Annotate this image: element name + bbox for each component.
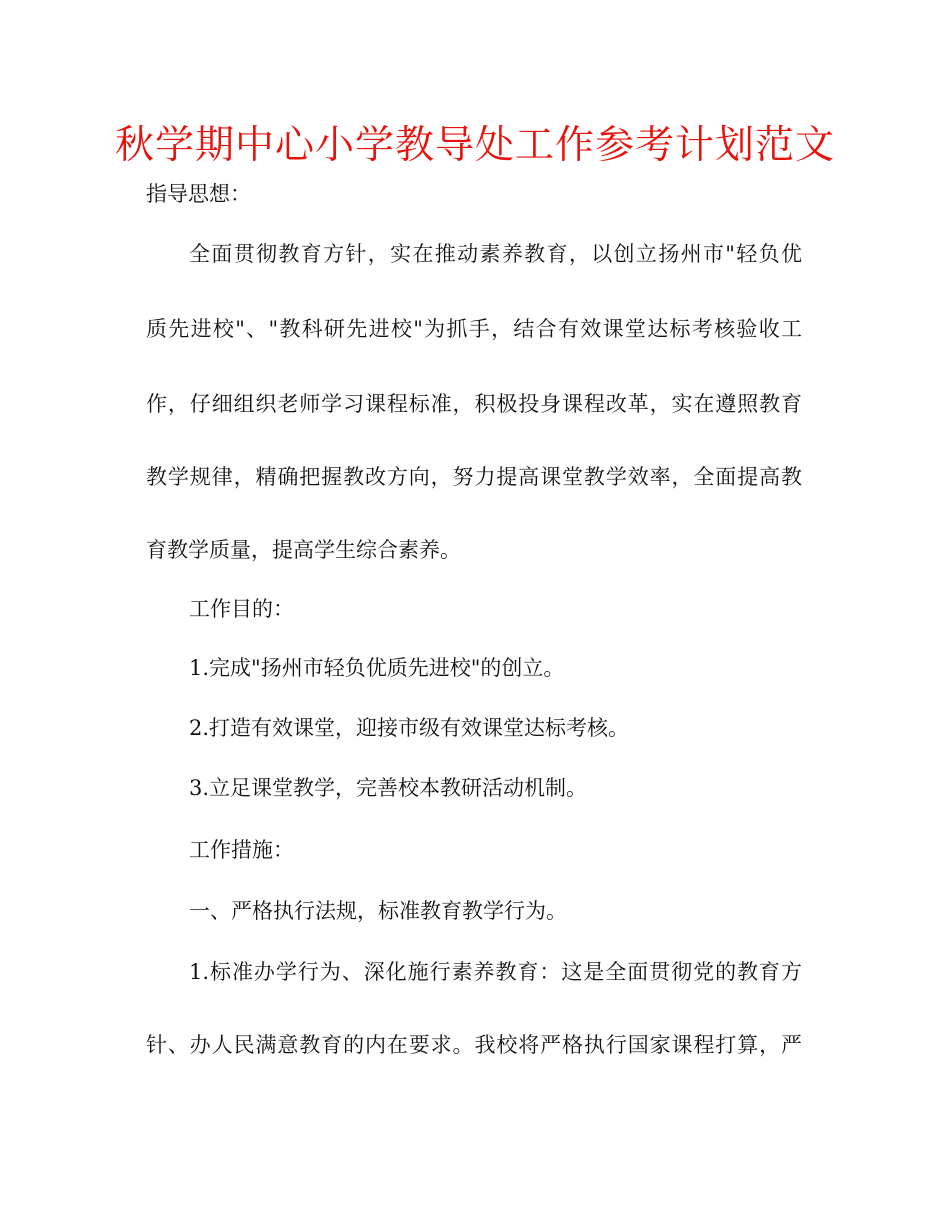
paragraph-line: 1.标准办学行为、深化施行素养教育：这是全面贯彻党的教育方: [189, 960, 802, 984]
list-item: 2.打造有效课堂，迎接市级有效课堂达标考核。: [189, 716, 630, 740]
paragraph-line: 针、办人民满意教育的内在要求。我校将严格执行国家课程打算，严: [146, 1033, 802, 1057]
list-item: 3.立足课堂教学，完善校本教研活动机制。: [189, 776, 588, 800]
section-heading-work-goals: 工作目的：: [189, 597, 294, 621]
paragraph-line: 作，仔细组织老师学习课程标准，积极投身课程改革，实在遵照教育: [146, 392, 802, 416]
list-item: 1.完成"扬州市轻负优质先进校"的创立。: [189, 656, 565, 680]
paragraph-line: 全面贯彻教育方针，实在推动素养教育，以创立扬州市"轻负优: [189, 242, 802, 266]
subsection-heading: 一、严格执行法规，标准教育教学行为。: [189, 899, 567, 923]
section-heading-guiding-thought: 指导思想：: [146, 182, 251, 206]
section-heading-work-measures: 工作措施：: [189, 838, 294, 862]
paragraph-line: 质先进校"、"教科研先进校"为抓手，结合有效课堂达标考核验收工: [146, 317, 802, 341]
paragraph-line: 育教学质量，提高学生综合素养。: [146, 538, 461, 562]
paragraph-line: 教学规律，精确把握教改方向，努力提高课堂教学效率，全面提高教: [146, 465, 802, 489]
document-title: 秋学期中心小学教导处工作参考计划范文: [114, 123, 835, 168]
